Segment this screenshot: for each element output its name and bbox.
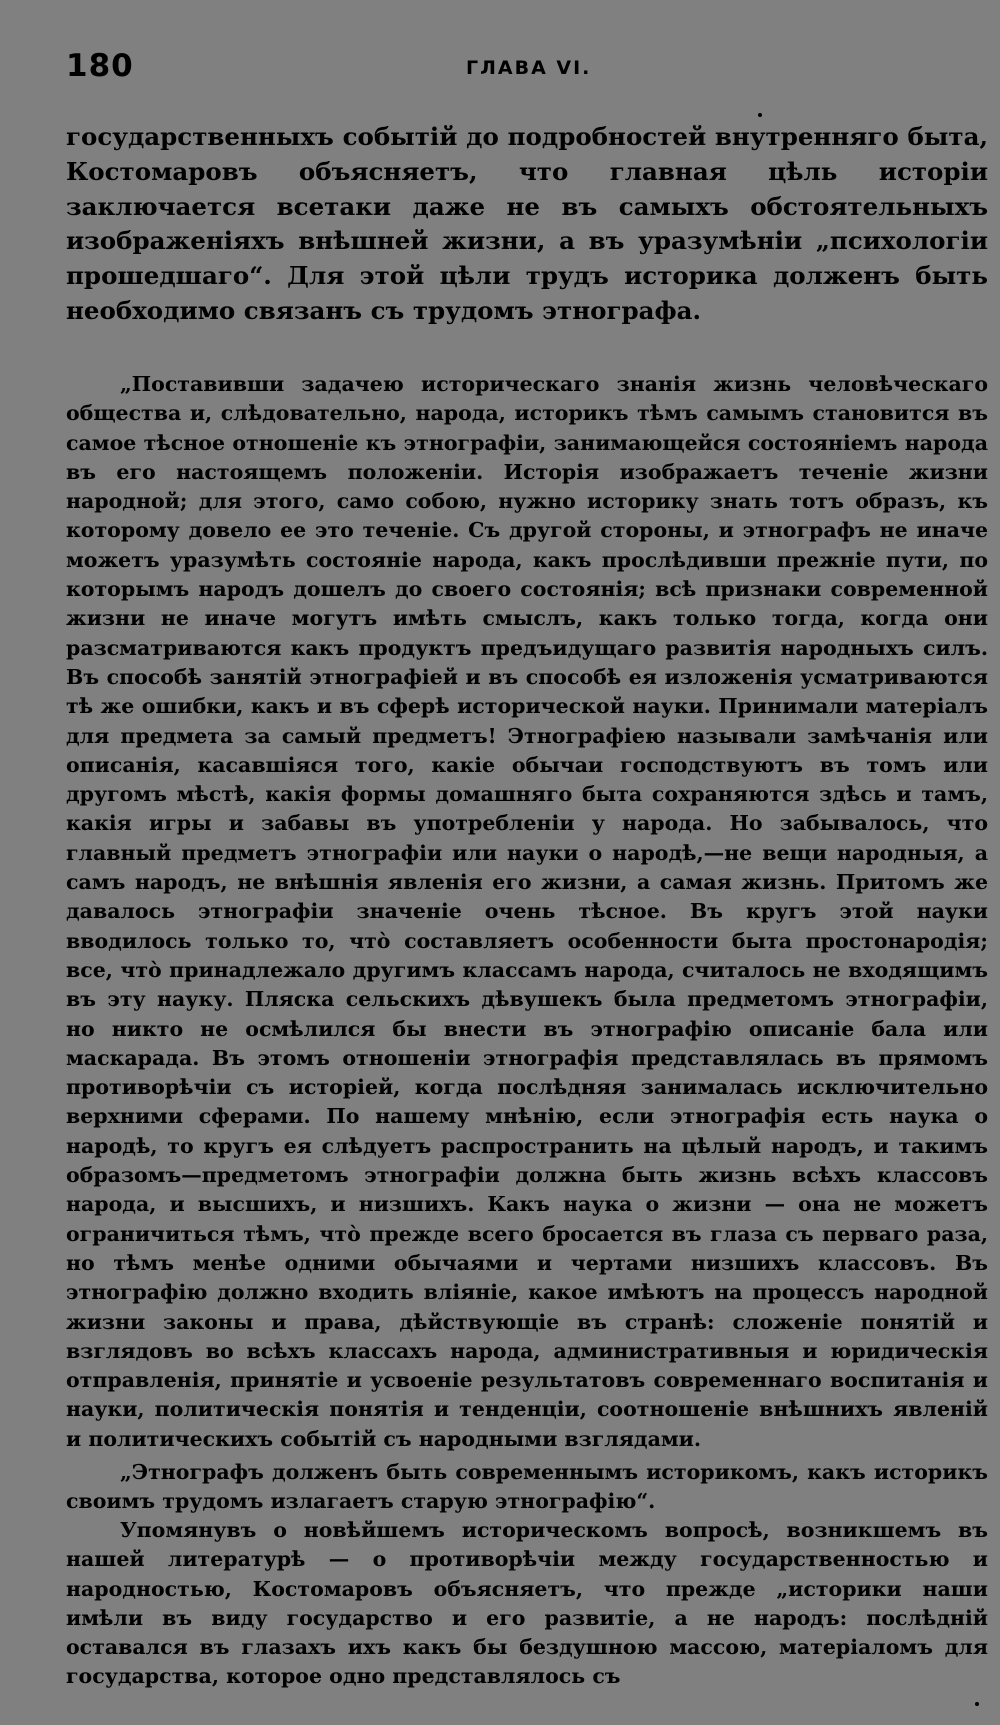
mention-paragraph: Упомянувъ о новѣйшемъ историческомъ вопросѣ, возникшемъ въ нашей литературѣ — о противорѣчіи между государственностью и народностью, Костомаровъ объясняетъ, что прежде „историки наши имѣли въ виду государство и его развитіе, а не народъ: послѣдній оставался въ глазахъ ихъ какъ бы бездушною массою, матеріаломъ для государства, которое одно представлялось съ: [66, 1518, 988, 1689]
page-header: [66, 48, 986, 88]
print-speck: [758, 113, 762, 117]
chapter-title: ГЛАВА VI.: [466, 57, 592, 79]
print-speck: [975, 1702, 979, 1706]
quote-paragraph: „Поставивши задачею историческаго знанія жизнь человѣческаго общества и, слѣдовательно, народа, историкъ тѣмъ самымъ становится въ самое тѣсное отношеніе къ этнографіи, занимающейся состояніемъ народа въ его настоящемъ положеніи. Исторія изображаетъ теченіе жизни народной; для этого, само собою, нужно историку знать тотъ образъ, къ которому довело ее это теченіе. Съ другой стороны, и этнографъ не иначе можетъ уразумѣть состояніе народа, какъ прослѣдивши прежніе пути, по которымъ народъ дошелъ до своего состоянія; всѣ признаки современной жизни не иначе могутъ имѣть смыслъ, какъ только тогда, когда они разсматриваются какъ продуктъ предъидущаго развитія народныхъ силъ. Въ способѣ занятій этнографіей и въ способѣ ея изложенія усматриваются тѣ же ошибки, какъ и въ сферѣ исторической науки. Принимали матеріалъ для предмета за самый предметъ! Этнографіею называли замѣчанія или описанія, касавшіяся того, какіе обычаи господствуютъ въ томъ или другомъ мѣстѣ, какія формы домашняго быта сохраняются здѣсь и тамъ, какія игры и забавы въ употребленіи у народа. Но забывалось, что главный предметъ этнографіи или науки о народѣ,—не вещи народныя, а самъ народъ, не внѣшнія явленія его жизни, а самая жизнь. Притомъ же давалось этнографіи значеніе очень тѣсное. Въ кругъ этой науки вводилось только то, что̀ составляетъ особенности быта простонародія; все, что̀ принадлежало другимъ классамъ народа, считалось не входящимъ въ эту науку. Пляска сельскихъ дѣвушекъ была предметомъ этнографіи, но никто не осмѣлился бы внести въ этнографію описаніе бала или маскарада. Въ этомъ отношеніи этнографія представлялась въ прямомъ противорѣчіи съ исторіей, когда послѣдняя занималась исключительно верхними сферами. По нашему мнѣнію, если этнографія есть наука о народѣ, то кругъ ея слѣдуетъ распространить на цѣлый народъ, и такимъ образомъ—предметомъ этнографіи должна быть жизнь всѣхъ классовъ народа, и высшихъ, и низшихъ. Какъ наука о жизни — она не можетъ ограничиться тѣмъ, что̀ прежде всего бросается въ глаза съ перваго раза, но тѣмъ менѣе одними обычаями и чертами низшихъ классовъ. Въ этнографію должно входить вліяніе, какое имѣютъ на процессъ народной жизни законы и права, дѣйствующіе въ странѣ: сложеніе понятій и взглядовъ во всѣхъ классахъ народа, административныя и юридическія отправленія, принятіе и усвоеніе результатовъ современнаго воспитанія и науки, политическія понятія и тенденціи, соотношеніе внѣшнихъ явленій и политическихъ событій съ народными взглядами.: [66, 372, 988, 1451]
ethnographer-paragraph: „Этнографъ долженъ быть современнымъ историкомъ, какъ историкъ своимъ трудомъ излагаетъ старую этнографію“.: [66, 1460, 988, 1514]
page-number: 180: [66, 48, 134, 84]
intro-paragraph: государственныхъ событій до подробностей внутренняго быта, Костомаровъ объясняетъ, что главная цѣль исторіи заключается всетаки даже не въ самыхъ обстоятельныхъ изображеніяхъ внѣшней жизни, а въ уразумѣніи „психологіи прошедшаго“. Для этой цѣли трудъ историка долженъ быть необходимо связанъ съ трудомъ этнографа.: [66, 122, 988, 325]
